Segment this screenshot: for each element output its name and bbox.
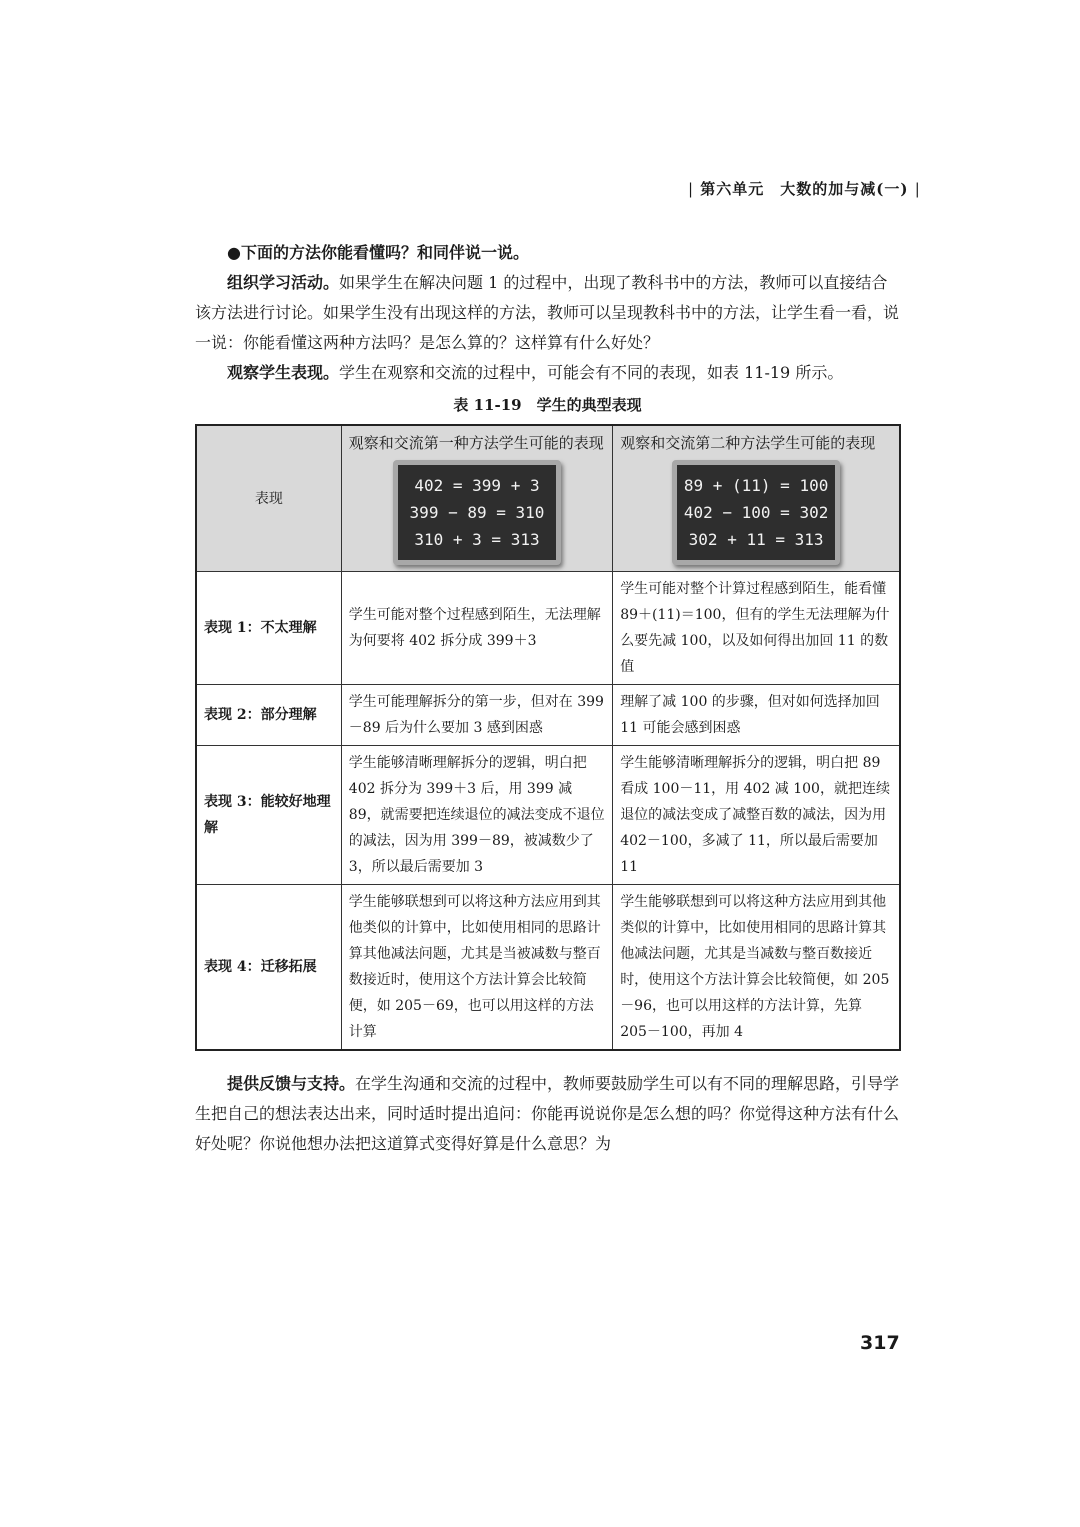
paragraph-observe: [195, 358, 900, 388]
table-row: [196, 885, 900, 1051]
paragraph-organize-lead: 组织学习活动。: [227, 273, 340, 292]
page-number: 317: [860, 1332, 900, 1354]
header-bar-left: |: [688, 180, 695, 198]
table-row: [196, 572, 900, 685]
header-method2-text: 观察和交流第二种方法学生可能的表现: [620, 434, 876, 452]
row-method1-cell: 学生可能理解拆分的第一步，但对在 399－89 后为什么要加 3 感到困惑: [341, 685, 612, 746]
paragraph-organize-body: 如果学生在解决问题 1 的过程中，出现了教科书中的方法，教师可以直接结合该方法进行讨论。如果学生没有出现这样的方法，教师可以呈现教科书中的方法，让学生看一看，说一说：你能看懂这两种方法吗？是怎么算的？这样算有什么好处？: [195, 273, 900, 352]
table-header-row: [196, 425, 900, 572]
header-method1-text: 观察和交流第一种方法学生可能的表现: [348, 434, 604, 452]
paragraph-observe-body: 学生在观察和交流的过程中，可能会有不同的表现，如表 11-19 所示。: [339, 363, 844, 382]
board1-line: 399 − 89 = 310: [409, 503, 545, 522]
board1-line: 402 = 399 + 3: [414, 476, 540, 495]
row-method2-cell: 理解了减 100 的步骤，但对如何选择加回 11 可能会感到困惑: [613, 685, 900, 746]
header-method1-cell: [341, 425, 612, 572]
table-row: [196, 746, 900, 885]
paragraph-organize: [195, 268, 900, 358]
row-label: 表现 4：迁移拓展: [196, 885, 341, 1051]
paragraph-feedback-lead: 提供反馈与支持。: [227, 1074, 356, 1093]
row-method1-cell: 学生能够联想到可以将这种方法应用到其他类似的计算中，比如使用相同的思路计算其他减法问题，尤其是当被减数与整百数接近时，使用这个方法计算会比较简便，如 205－69，也可以用这样的方法计算: [341, 885, 612, 1051]
table-row: [196, 685, 900, 746]
performance-table: [195, 424, 901, 1051]
row-method1-cell: 学生能够清晰理解拆分的逻辑，明白把 402 拆分为 399＋3 后，用 399 减 89，就需要把连续退位的减法变成不退位的减法，因为用 399－89，被减数少了 3，所以最后需要加 3: [341, 746, 612, 885]
paragraph-observe-lead: 观察学生表现。: [227, 363, 340, 382]
table-caption: 表 11-19 学生的典型表现: [453, 396, 642, 414]
running-header: [688, 178, 948, 199]
row-method2-cell: 学生能够清晰理解拆分的逻辑，明白把 89 看成 100－11，用 402 减 100，就把连续退位的减法变成了减整百数的减法，因为用 402－100，多减了 11，所以最后需要加 11: [613, 746, 900, 885]
header-bar-right: |: [914, 180, 921, 198]
board1-line: 310 + 3 = 313: [414, 530, 540, 549]
row-label: 表现 2：部分理解: [196, 685, 341, 746]
page-content: [195, 238, 900, 1159]
paragraph-feedback: [195, 1069, 900, 1159]
paragraph-feedback-body: 在学生沟通和交流的过程中，教师要鼓励学生可以有不同的理解思路，引导学生把自己的想法表达出来，同时适时提出追问：你能再说说你是怎么想的吗？你觉得这种方法有什么好处呢？你说他想办法把这道算式变得好算是什么意思？为: [195, 1074, 900, 1153]
row-label: 表现 3：能较好地理解: [196, 746, 341, 885]
header-method2-cell: [613, 425, 900, 572]
board2-line: 402 − 100 = 302: [683, 503, 829, 522]
board2-line: 302 + 11 = 313: [688, 530, 824, 549]
question-prompt: ●下面的方法你能看懂吗？和同伴说一说。: [227, 243, 529, 262]
row-label: 表现 1：不太理解: [196, 572, 341, 685]
row-method2-cell: 学生可能对整个计算过程感到陌生，能看懂 89＋(11)＝100，但有的学生无法理解为什么要先减 100，以及如何得出加回 11 的数值: [613, 572, 900, 685]
chalkboard-method2: [672, 460, 840, 565]
board2-line: 89 + (11) = 100: [683, 476, 829, 495]
header-label-cell: 表现: [196, 425, 341, 572]
row-method1-cell: 学生可能对整个过程感到陌生，无法理解为何要将 402 拆分成 399＋3: [341, 572, 612, 685]
header-title: 第六单元 大数的加与减(一): [700, 180, 909, 198]
row-method2-cell: 学生能够联想到可以将这种方法应用到其他类似的计算中，比如使用相同的思路计算其他减法问题，尤其是当减数与整百数接近时，使用这个方法计算会比较简便，如 205－96，也可以用这样的方法计算，先算 205－100，再加 4: [613, 885, 900, 1051]
chalkboard-method1: [393, 460, 561, 565]
